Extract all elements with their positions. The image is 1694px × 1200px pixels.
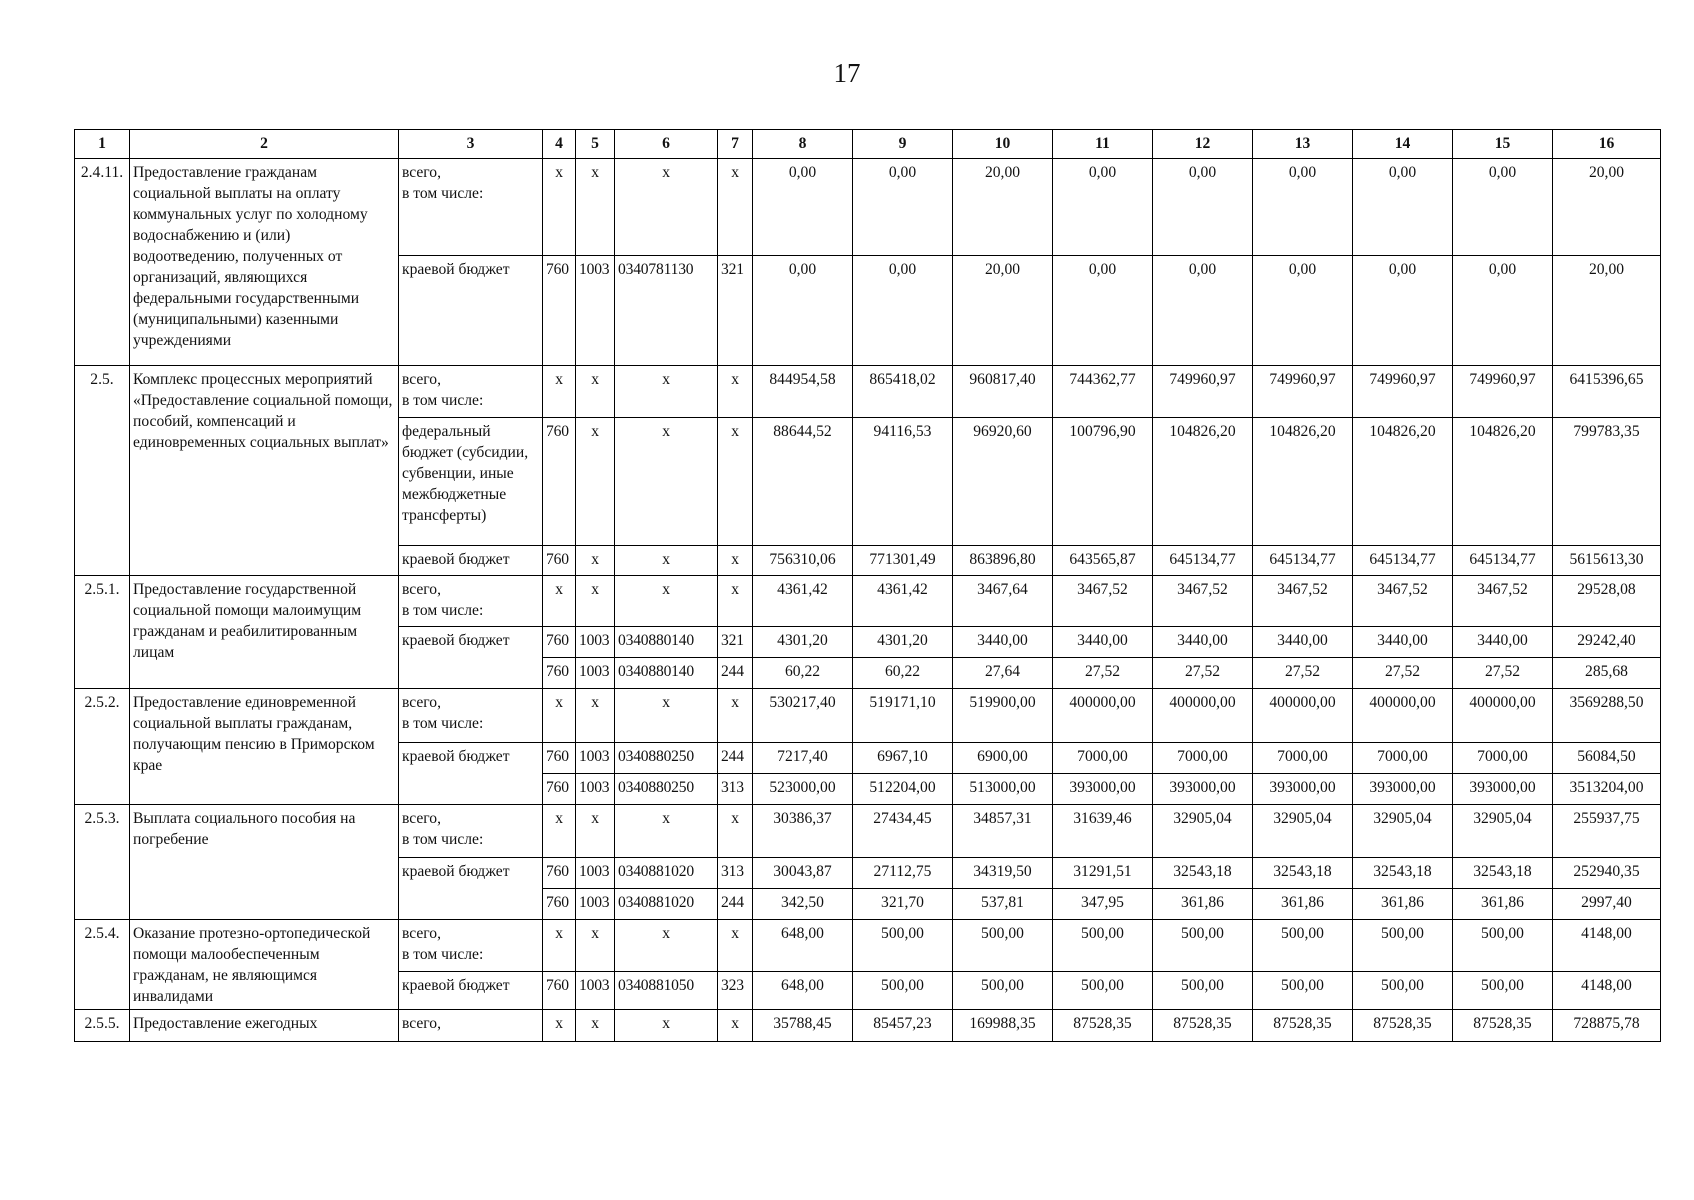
amount-cell: 0,00 [853, 256, 953, 366]
row-number: 2.5. [75, 366, 130, 576]
code-section: 1003 [576, 774, 615, 805]
code-ministry: х [543, 689, 576, 743]
code-section: 1003 [576, 627, 615, 658]
code-ministry: 760 [543, 658, 576, 689]
amount-cell: 400000,00 [1453, 689, 1553, 743]
code-target: 0340880250 [615, 743, 718, 774]
amount-cell: 31291,51 [1053, 858, 1153, 889]
code-ministry: 760 [543, 418, 576, 546]
amount-cell: 87528,35 [1053, 1010, 1153, 1042]
amount-cell: 500,00 [1253, 920, 1353, 972]
code-ministry: х [543, 805, 576, 858]
row-number: 2.5.4. [75, 920, 130, 1010]
funding-source: всего, в том числе: [399, 805, 543, 858]
code-ministry: х [543, 1010, 576, 1042]
amount-cell: 20,00 [953, 256, 1053, 366]
amount-cell: 728875,78 [1553, 1010, 1661, 1042]
funding-source: всего, в том числе: [399, 689, 543, 743]
amount-cell: 32905,04 [1453, 805, 1553, 858]
header-cell: 11 [1053, 130, 1153, 159]
table-row [75, 366, 1661, 418]
amount-cell: 6967,10 [853, 743, 953, 774]
amount-cell: 500,00 [853, 972, 953, 1010]
code-expense-type: 244 [718, 743, 753, 774]
amount-cell: 0,00 [1153, 256, 1253, 366]
amount-cell: 960817,40 [953, 366, 1053, 418]
funding-source: краевой бюджет [399, 256, 543, 366]
amount-cell: 393000,00 [1153, 774, 1253, 805]
amount-cell: 500,00 [1353, 972, 1453, 1010]
amount-cell: 519171,10 [853, 689, 953, 743]
amount-cell: 0,00 [1353, 159, 1453, 256]
amount-cell: 3467,52 [1153, 576, 1253, 627]
code-ministry: 760 [543, 889, 576, 920]
code-expense-type: х [718, 366, 753, 418]
amount-cell: 252940,35 [1553, 858, 1661, 889]
amount-cell: 285,68 [1553, 658, 1661, 689]
amount-cell: 30386,37 [753, 805, 853, 858]
amount-cell: 7000,00 [1053, 743, 1153, 774]
amount-cell: 645134,77 [1453, 546, 1553, 576]
code-expense-type: х [718, 805, 753, 858]
code-ministry: 760 [543, 256, 576, 366]
amount-cell: 4361,42 [753, 576, 853, 627]
funding-source: федеральный бюджет (субсидии, субвенции, иные межбюджетные трансферты) [399, 418, 543, 546]
amount-cell: 100796,90 [1053, 418, 1153, 546]
amount-cell: 500,00 [1453, 920, 1553, 972]
amount-cell: 34319,50 [953, 858, 1053, 889]
amount-cell: 4361,42 [853, 576, 953, 627]
amount-cell: 27,52 [1353, 658, 1453, 689]
amount-cell: 27,52 [1053, 658, 1153, 689]
header-cell: 13 [1253, 130, 1353, 159]
row-number: 2.5.3. [75, 805, 130, 920]
code-target: х [615, 418, 718, 546]
amount-cell: 3467,52 [1353, 576, 1453, 627]
code-expense-type: х [718, 159, 753, 256]
amount-cell: 60,22 [853, 658, 953, 689]
amount-cell: 3467,64 [953, 576, 1053, 627]
amount-cell: 3440,00 [1353, 627, 1453, 658]
code-target: 0340781130 [615, 256, 718, 366]
code-ministry: х [543, 366, 576, 418]
amount-cell: 0,00 [1453, 159, 1553, 256]
code-section: 1003 [576, 256, 615, 366]
row-name: Предоставление гражданам социальной выплаты на оплату коммунальных услуг по холодному водоснабжению и (или) водоотведению, полученных от организаций, являющихся федеральными государственными (муниципальными) казенными учреждениями [130, 159, 399, 366]
funding-source: всего, в том числе: [399, 920, 543, 972]
amount-cell: 104826,20 [1253, 418, 1353, 546]
amount-cell: 32905,04 [1153, 805, 1253, 858]
amount-cell: 513000,00 [953, 774, 1053, 805]
amount-cell: 87528,35 [1353, 1010, 1453, 1042]
code-section: х [576, 689, 615, 743]
amount-cell: 29242,40 [1553, 627, 1661, 658]
row-name: Предоставление государственной социальной помощи малоимущим гражданам и реабилитированным лицам [130, 576, 399, 689]
code-expense-type: 313 [718, 858, 753, 889]
funding-source: краевой бюджет [399, 743, 543, 805]
amount-cell: 0,00 [753, 256, 853, 366]
amount-cell: 863896,80 [953, 546, 1053, 576]
amount-cell: 32543,18 [1353, 858, 1453, 889]
row-number: 2.5.5. [75, 1010, 130, 1042]
amount-cell: 3440,00 [1253, 627, 1353, 658]
code-ministry: 760 [543, 546, 576, 576]
amount-cell: 361,86 [1353, 889, 1453, 920]
row-number: 2.5.1. [75, 576, 130, 689]
funding-source: всего, [399, 1010, 543, 1042]
code-section: 1003 [576, 889, 615, 920]
code-section: х [576, 576, 615, 627]
amount-cell: 400000,00 [1253, 689, 1353, 743]
amount-cell: 361,86 [1253, 889, 1353, 920]
amount-cell: 27,52 [1153, 658, 1253, 689]
amount-cell: 255937,75 [1553, 805, 1661, 858]
amount-cell: 32905,04 [1253, 805, 1353, 858]
code-target: х [615, 689, 718, 743]
amount-cell: 56084,50 [1553, 743, 1661, 774]
amount-cell: 32543,18 [1153, 858, 1253, 889]
amount-cell: 0,00 [1453, 256, 1553, 366]
header-cell: 1 [75, 130, 130, 159]
amount-cell: 7217,40 [753, 743, 853, 774]
code-target: 0340880250 [615, 774, 718, 805]
page-number: 17 [833, 58, 861, 88]
amount-cell: 27112,75 [853, 858, 953, 889]
amount-cell: 400000,00 [1153, 689, 1253, 743]
header-cell: 6 [615, 130, 718, 159]
amount-cell: 393000,00 [1453, 774, 1553, 805]
row-name: Предоставление ежегодных [130, 1010, 399, 1042]
code-expense-type: 321 [718, 627, 753, 658]
code-target: х [615, 546, 718, 576]
amount-cell: 0,00 [1253, 256, 1353, 366]
amount-cell: 27434,45 [853, 805, 953, 858]
amount-cell: 0,00 [753, 159, 853, 256]
code-ministry: 760 [543, 743, 576, 774]
header-cell: 9 [853, 130, 953, 159]
amount-cell: 4148,00 [1553, 972, 1661, 1010]
code-section: х [576, 1010, 615, 1042]
table-row [75, 576, 1661, 627]
amount-cell: 530217,40 [753, 689, 853, 743]
row-name: Выплата социального пособия на погребение [130, 805, 399, 920]
header-cell: 12 [1153, 130, 1253, 159]
code-ministry: 760 [543, 858, 576, 889]
code-section: х [576, 805, 615, 858]
amount-cell: 5615613,30 [1553, 546, 1661, 576]
amount-cell: 0,00 [1253, 159, 1353, 256]
amount-cell: 20,00 [953, 159, 1053, 256]
amount-cell: 4148,00 [1553, 920, 1661, 972]
row-name: Предоставление единовременной социальной выплаты гражданам, получающим пенсию в Приморском крае [130, 689, 399, 805]
amount-cell: 20,00 [1553, 159, 1661, 256]
amount-cell: 32543,18 [1253, 858, 1353, 889]
code-target: х [615, 159, 718, 256]
amount-cell: 347,95 [1053, 889, 1153, 920]
funding-source: краевой бюджет [399, 546, 543, 576]
code-expense-type: 321 [718, 256, 753, 366]
amount-cell: 512204,00 [853, 774, 953, 805]
amount-cell: 6900,00 [953, 743, 1053, 774]
amount-cell: 500,00 [953, 920, 1053, 972]
amount-cell: 94116,53 [853, 418, 953, 546]
table-row [75, 689, 1661, 743]
amount-cell: 87528,35 [1253, 1010, 1353, 1042]
code-expense-type: х [718, 689, 753, 743]
amount-cell: 393000,00 [1253, 774, 1353, 805]
amount-cell: 32543,18 [1453, 858, 1553, 889]
header-cell: 3 [399, 130, 543, 159]
table-row [75, 920, 1661, 972]
amount-cell: 500,00 [953, 972, 1053, 1010]
amount-cell: 500,00 [1053, 972, 1153, 1010]
amount-cell: 844954,58 [753, 366, 853, 418]
amount-cell: 87528,35 [1153, 1010, 1253, 1042]
code-target: х [615, 366, 718, 418]
funding-source: краевой бюджет [399, 627, 543, 689]
amount-cell: 104826,20 [1153, 418, 1253, 546]
code-target: х [615, 576, 718, 627]
row-number: 2.4.11. [75, 159, 130, 366]
header-row [75, 130, 1661, 159]
funding-source: всего, в том числе: [399, 576, 543, 627]
amount-cell: 4301,20 [753, 627, 853, 658]
funding-source: всего, в том числе: [399, 366, 543, 418]
amount-cell: 749960,97 [1353, 366, 1453, 418]
amount-cell: 500,00 [1153, 920, 1253, 972]
header-cell: 8 [753, 130, 853, 159]
amount-cell: 30043,87 [753, 858, 853, 889]
code-expense-type: 244 [718, 658, 753, 689]
header-cell: 10 [953, 130, 1053, 159]
amount-cell: 0,00 [1153, 159, 1253, 256]
amount-cell: 749960,97 [1253, 366, 1353, 418]
amount-cell: 400000,00 [1353, 689, 1453, 743]
amount-cell: 3467,52 [1453, 576, 1553, 627]
amount-cell: 500,00 [1153, 972, 1253, 1010]
code-target: х [615, 920, 718, 972]
amount-cell: 88644,52 [753, 418, 853, 546]
header-cell: 5 [576, 130, 615, 159]
amount-cell: 749960,97 [1153, 366, 1253, 418]
amount-cell: 85457,23 [853, 1010, 953, 1042]
amount-cell: 749960,97 [1453, 366, 1553, 418]
amount-cell: 645134,77 [1353, 546, 1453, 576]
header-cell: 4 [543, 130, 576, 159]
amount-cell: 0,00 [853, 159, 953, 256]
code-expense-type: х [718, 1010, 753, 1042]
amount-cell: 645134,77 [1253, 546, 1353, 576]
amount-cell: 7000,00 [1253, 743, 1353, 774]
code-section: х [576, 418, 615, 546]
amount-cell: 3440,00 [953, 627, 1053, 658]
header-cell: 2 [130, 130, 399, 159]
amount-cell: 3569288,50 [1553, 689, 1661, 743]
funding-source: краевой бюджет [399, 972, 543, 1010]
amount-cell: 29528,08 [1553, 576, 1661, 627]
code-section: х [576, 920, 615, 972]
amount-cell: 500,00 [1453, 972, 1553, 1010]
amount-cell: 500,00 [1053, 920, 1153, 972]
amount-cell: 104826,20 [1353, 418, 1453, 546]
header-cell: 14 [1353, 130, 1453, 159]
code-section: 1003 [576, 743, 615, 774]
code-expense-type: 323 [718, 972, 753, 1010]
table-body [75, 159, 1661, 1042]
code-section: 1003 [576, 972, 615, 1010]
code-target: 0340880140 [615, 658, 718, 689]
amount-cell: 342,50 [753, 889, 853, 920]
amount-cell: 361,86 [1453, 889, 1553, 920]
amount-cell: 7000,00 [1153, 743, 1253, 774]
code-expense-type: х [718, 546, 753, 576]
code-target: 0340880140 [615, 627, 718, 658]
amount-cell: 3513204,00 [1553, 774, 1661, 805]
code-section: 1003 [576, 858, 615, 889]
amount-cell: 648,00 [753, 920, 853, 972]
amount-cell: 643565,87 [1053, 546, 1153, 576]
amount-cell: 0,00 [1353, 256, 1453, 366]
code-section: х [576, 159, 615, 256]
amount-cell: 32905,04 [1353, 805, 1453, 858]
table-row [75, 805, 1661, 858]
code-ministry: 760 [543, 627, 576, 658]
code-section: 1003 [576, 658, 615, 689]
amount-cell: 321,70 [853, 889, 953, 920]
amount-cell: 0,00 [1053, 256, 1153, 366]
row-name: Комплекс процессных мероприятий «Предоставление социальной помощи, пособий, компенсаций и единовременных социальных выплат» [130, 366, 399, 576]
amount-cell: 27,64 [953, 658, 1053, 689]
budget-table [74, 129, 1661, 1042]
table-row [75, 1010, 1661, 1042]
amount-cell: 400000,00 [1053, 689, 1153, 743]
amount-cell: 3467,52 [1253, 576, 1353, 627]
amount-cell: 104826,20 [1453, 418, 1553, 546]
amount-cell: 799783,35 [1553, 418, 1661, 546]
code-ministry: х [543, 159, 576, 256]
header-cell: 15 [1453, 130, 1553, 159]
amount-cell: 34857,31 [953, 805, 1053, 858]
amount-cell: 645134,77 [1153, 546, 1253, 576]
code-section: х [576, 366, 615, 418]
table-row [75, 159, 1661, 256]
row-name: Оказание протезно-ортопедической помощи малообеспеченным гражданам, не являющимся инвалидами [130, 920, 399, 1010]
amount-cell: 771301,49 [853, 546, 953, 576]
amount-cell: 393000,00 [1053, 774, 1153, 805]
code-expense-type: 313 [718, 774, 753, 805]
amount-cell: 3467,52 [1053, 576, 1153, 627]
amount-cell: 500,00 [1253, 972, 1353, 1010]
code-target: 0340881050 [615, 972, 718, 1010]
header-cell: 7 [718, 130, 753, 159]
funding-source: краевой бюджет [399, 858, 543, 920]
amount-cell: 3440,00 [1453, 627, 1553, 658]
code-expense-type: 244 [718, 889, 753, 920]
code-ministry: х [543, 920, 576, 972]
code-section: х [576, 546, 615, 576]
code-expense-type: х [718, 418, 753, 546]
funding-source: всего, в том числе: [399, 159, 543, 256]
amount-cell: 361,86 [1153, 889, 1253, 920]
amount-cell: 60,22 [753, 658, 853, 689]
amount-cell: 4301,20 [853, 627, 953, 658]
amount-cell: 3440,00 [1053, 627, 1153, 658]
amount-cell: 27,52 [1453, 658, 1553, 689]
amount-cell: 756310,06 [753, 546, 853, 576]
amount-cell: 6415396,65 [1553, 366, 1661, 418]
amount-cell: 7000,00 [1453, 743, 1553, 774]
amount-cell: 31639,46 [1053, 805, 1153, 858]
amount-cell: 648,00 [753, 972, 853, 1010]
amount-cell: 87528,35 [1453, 1010, 1553, 1042]
code-target: 0340881020 [615, 858, 718, 889]
code-target: 0340881020 [615, 889, 718, 920]
amount-cell: 537,81 [953, 889, 1053, 920]
amount-cell: 500,00 [853, 920, 953, 972]
header-cell: 16 [1553, 130, 1661, 159]
code-ministry: 760 [543, 774, 576, 805]
row-number: 2.5.2. [75, 689, 130, 805]
code-expense-type: х [718, 576, 753, 627]
amount-cell: 523000,00 [753, 774, 853, 805]
amount-cell: 865418,02 [853, 366, 953, 418]
code-ministry: х [543, 576, 576, 627]
amount-cell: 2997,40 [1553, 889, 1661, 920]
amount-cell: 3440,00 [1153, 627, 1253, 658]
code-ministry: 760 [543, 972, 576, 1010]
code-target: х [615, 1010, 718, 1042]
amount-cell: 27,52 [1253, 658, 1353, 689]
amount-cell: 500,00 [1353, 920, 1453, 972]
amount-cell: 393000,00 [1353, 774, 1453, 805]
code-target: х [615, 805, 718, 858]
code-expense-type: х [718, 920, 753, 972]
amount-cell: 169988,35 [953, 1010, 1053, 1042]
amount-cell: 20,00 [1553, 256, 1661, 366]
amount-cell: 0,00 [1053, 159, 1153, 256]
amount-cell: 519900,00 [953, 689, 1053, 743]
amount-cell: 35788,45 [753, 1010, 853, 1042]
amount-cell: 744362,77 [1053, 366, 1153, 418]
amount-cell: 7000,00 [1353, 743, 1453, 774]
amount-cell: 96920,60 [953, 418, 1053, 546]
